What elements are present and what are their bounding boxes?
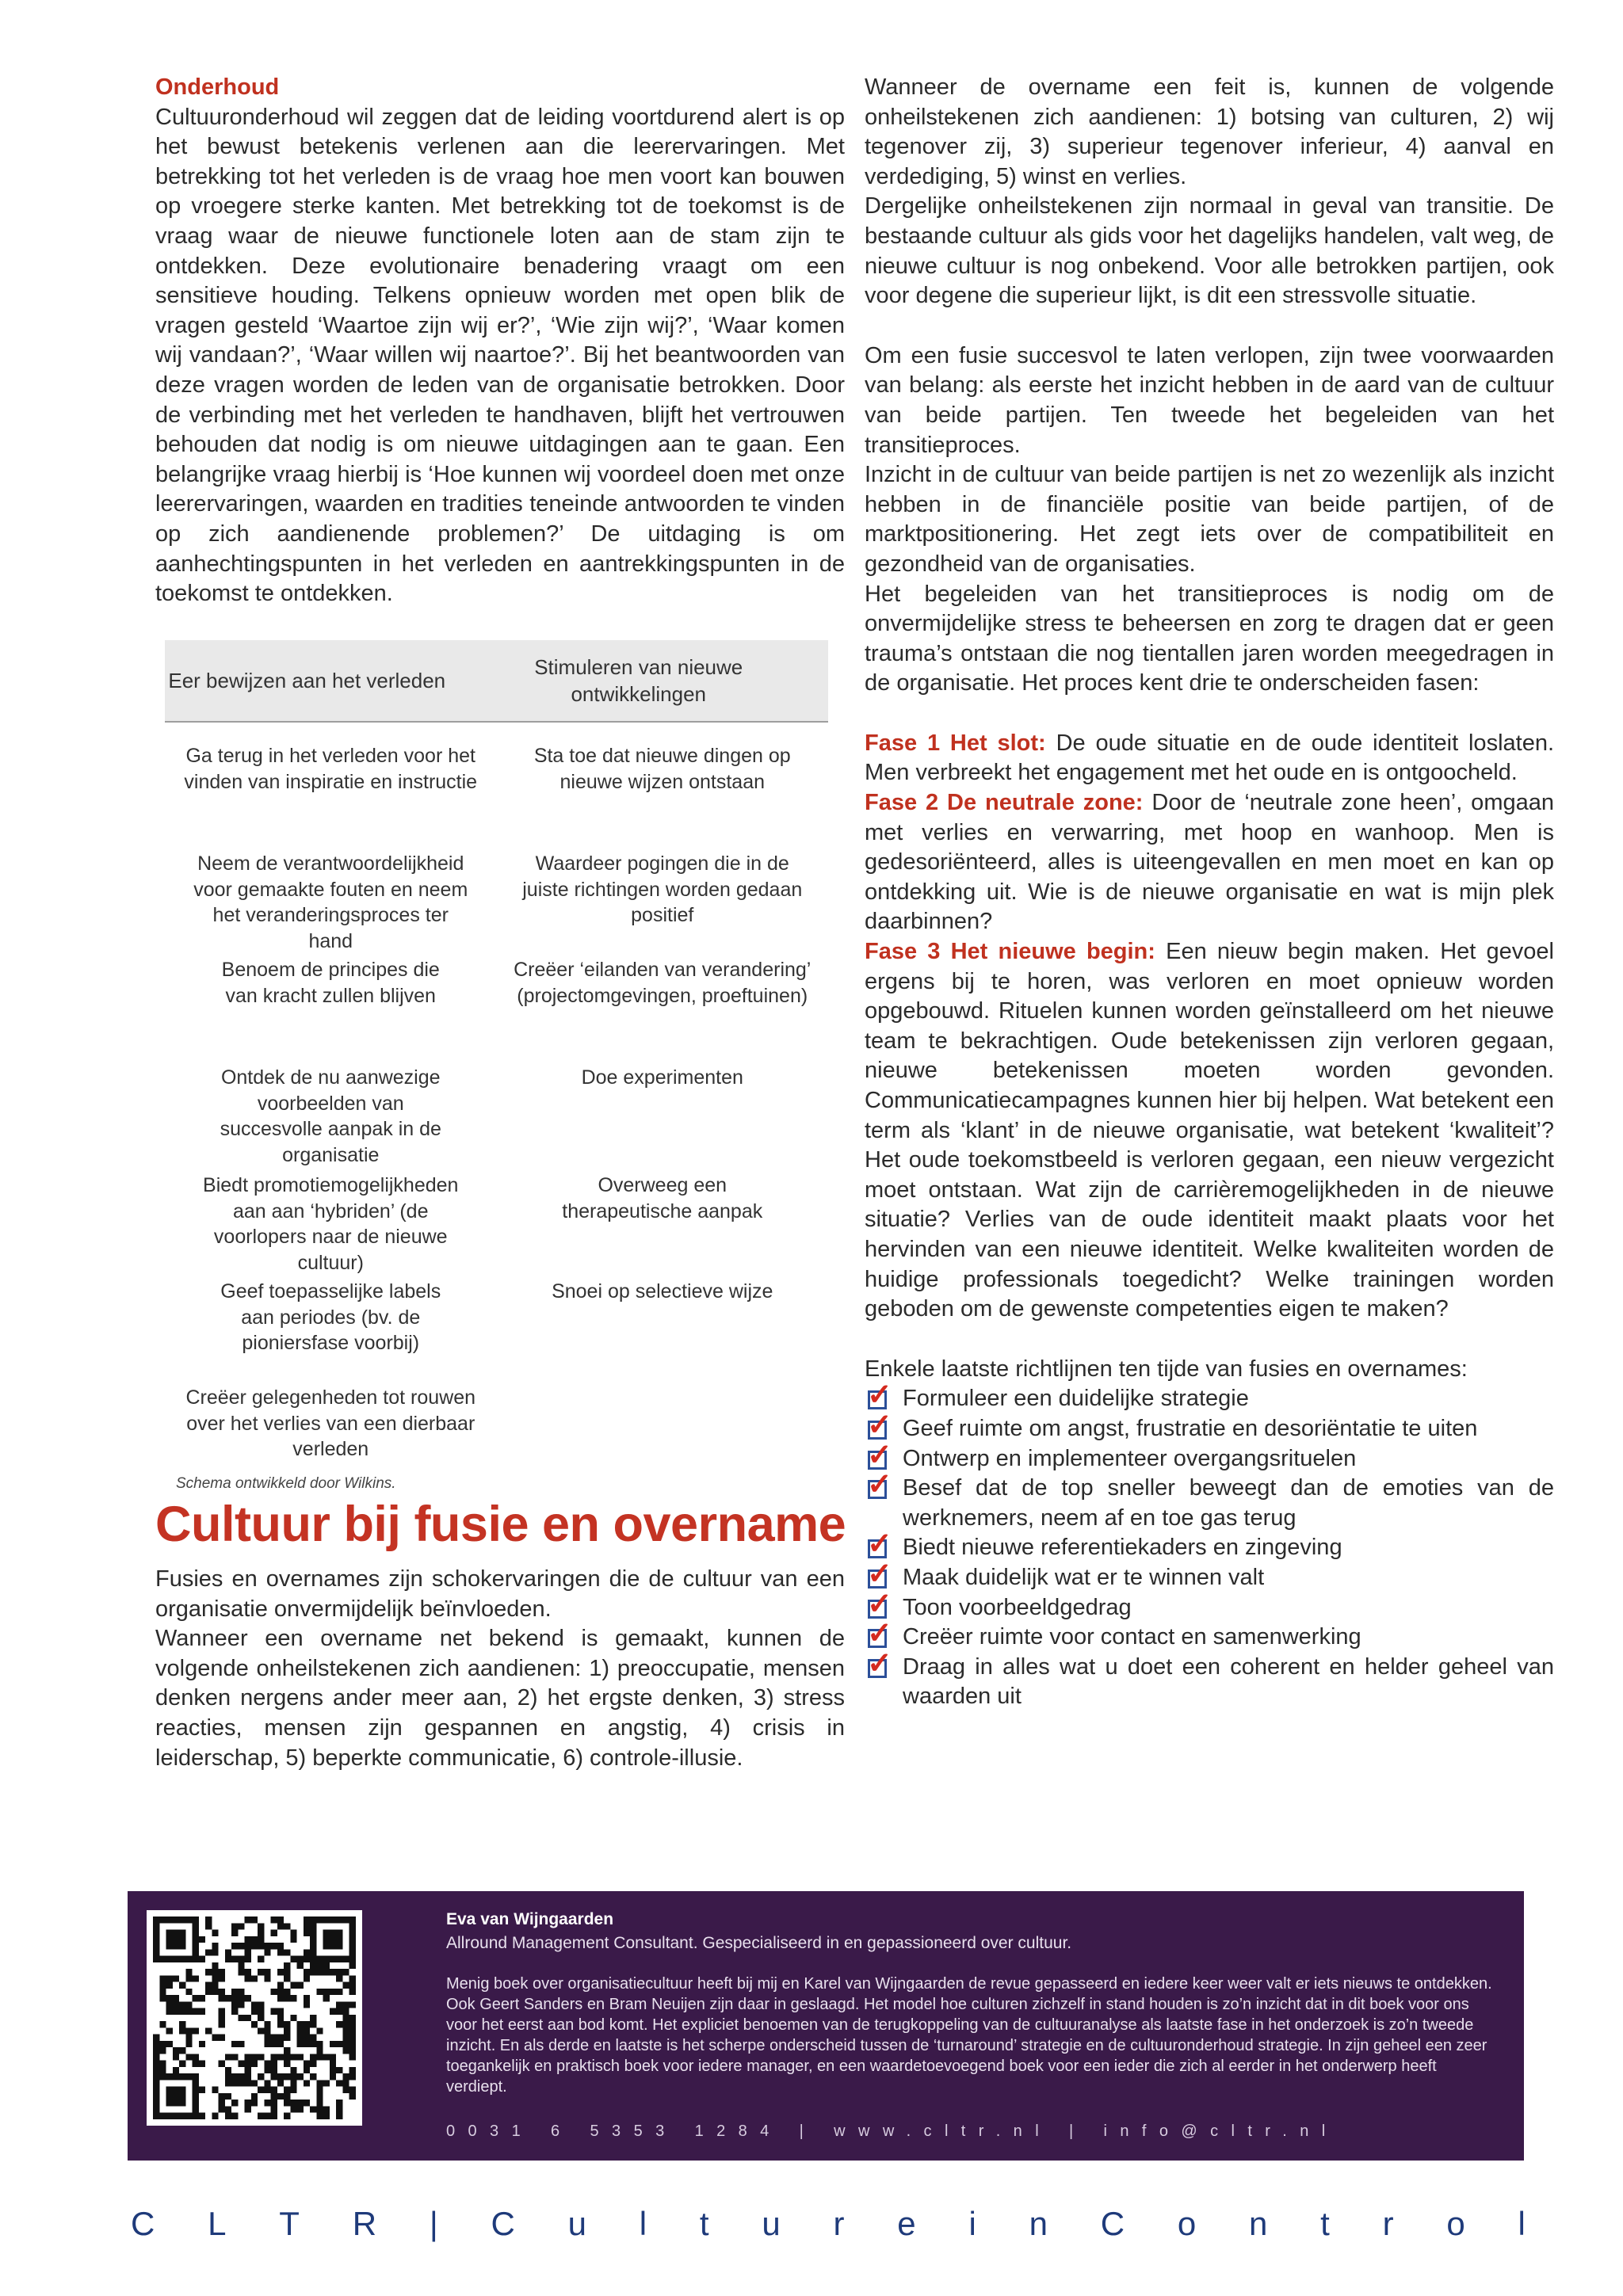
checkbox-checked-icon: ✓ [867, 1527, 892, 1562]
table-caption: Schema ontwikkeld door Wilkins. [176, 1475, 396, 1492]
onderhoud-heading: Onderhoud [155, 74, 280, 100]
table-row [165, 1173, 828, 1279]
checklist-item-text: Geef ruimte om angst, frustratie en desoriëntatie te uiten [903, 1415, 1478, 1441]
footer-letter: r [1382, 2205, 1394, 2242]
checklist-item [865, 1646, 1554, 1712]
footer-letter: e [897, 2205, 916, 2242]
table-cell: Sta toe dat nieuwe dingen op nieuwe wijzen ontstaan [533, 745, 791, 793]
phase-3-paragraph [865, 937, 1554, 1325]
phase-2-paragraph [865, 788, 1554, 937]
table-cell: Creëer gelegenheden tot rouwen over het verlies van een dierbaar verleden [185, 1386, 476, 1460]
author-review: Menig boek over organisatiecultuur heeft bij mij en Karel van Wijngaarden de revue gepasseerd en iedere keer weer valt er iets nieuws te ontdekken. Ook Geert Sanders en Bram Neuijen zijn daar in geslaagd. Het model hoe culturen zichzelf in stand houden is zo’n inzicht dat in dit boek voor ons voor het eerst aan bod komt. Het expliciet benoemen van de terugkoppeling van de cultuuranalyse als laatste fase in het onderzoek is zo’n tweede inzicht. En als derde en laatste is het scherpe onderscheid tussen de ‘turnaround’ strategie en de cultuuronderhoud strategie. In zijn geheel een zeer toegankelijk en praktisch boek voor iedere manager, en een waardetoevoegend boek voor een ieder die zich al eerder in het onderwerp heeft verdiept. [446, 1975, 1492, 2096]
table-header-past: Eer bewijzen aan het verleden [168, 669, 446, 692]
checklist-item-text: Creëer ruimte voor contact en samenwerking [903, 1624, 1361, 1650]
phase-3-text: Een nieuw begin maken. Het gevoel ergens bij te horen, was verloren en moet opnieuw worden opgebouwd. Rituelen kunnen worden geïnstalleerd om het nieuwe team te bekrachtigen. Oude betekenissen zijn verloren gegaan, nieuwe betekenissen moeten worden gevonden. Communicatiecampagnes kunnen hier bij helpen. Wat betekent een term als ‘klant’ in de nieuwe organisatie, wat betekent ‘kwaliteit’? Het oude toekomstbeeld is verloren gegaan, een nieuw vergezicht moet ontstaan. Wat zijn de carrièremogelijkheden in de nieuwe situatie? Verlies van de oude identiteit maakt plaats voor het hervinden van een nieuwe identiteit. Welke kwaliteiten worden de huidige professionals toegedicht? Welke trainingen worden geboden om de gewenste competenties eigen te maken? [865, 939, 1554, 1322]
checklist-item-text: Ontwerp en implementeer overgangsrituelen [903, 1445, 1357, 1471]
checklist [865, 1379, 1554, 1712]
paragraph: Dergelijke onheilstekenen zijn normaal in geval van transitie. De bestaande cultuur als gids voor het dagelijks handelen, valt weg, de nieuwe cultuur is nog onbekend. Voor alle betrokken partijen, ook voor degene die superieur lijkt, is dit een stressvolle situatie. [865, 193, 1554, 309]
table-cell: Geef toepasselijke labels aan periodes (bv. de pioniersfase voorbij) [220, 1280, 441, 1354]
checklist-intro: Enkele laatste richtlijnen ten tijde van fusies en overnames: [865, 1356, 1468, 1382]
footer-letter: C [131, 2205, 155, 2242]
table-cell: Ontdek de nu aanwezige voorbeelden van succesvolle aanpak in de organisatie [220, 1066, 441, 1166]
bio-text [446, 1910, 1492, 2097]
author-name: Eva van Wijngaarden [446, 1910, 614, 1928]
checklist-item [865, 1587, 1554, 1623]
qr-code-icon[interactable] [147, 1910, 362, 2126]
table-cell: Ga terug in het verleden voor het vinden van inspiratie en instructie [184, 745, 478, 793]
footer-brand [131, 2205, 1526, 2243]
table-row [165, 957, 828, 1065]
footer-letter: o [1446, 2205, 1465, 2242]
table-row [165, 851, 828, 957]
checklist-item [865, 1438, 1554, 1474]
left-column [155, 73, 845, 609]
checkbox-checked-icon: ✓ [867, 1379, 892, 1413]
footer-letter: i [968, 2205, 976, 2242]
table-cell: Neem de verantwoordelijkheid voor gemaakte fouten en neem het veranderingsproces ter hand [193, 852, 468, 952]
footer-letter: n [1029, 2205, 1048, 2242]
table-cell: Overweeg een therapeutische aanpak [562, 1174, 763, 1222]
paragraph: Het begeleiden van het transitieproces is nodig om de onvermijdelijke stress te beheersen en zorg te dragen dat er geen trauma’s ontstaan die nog tientallen jaren worden meegedragen in de organisatie. Het proces kent drie te onderscheiden fasen: [865, 581, 1554, 696]
table-cell: Creëer ‘eilanden van verandering’ (projectomgevingen, proeftuinen) [514, 959, 812, 1007]
phase-2-text: Door de ‘neutrale zone heen’, omgaan met verlies en verwarring, met hoop en wanhoop. Men is gedesoriënteerd, alles is uiteengevallen en men moet en kan op ontdekking uit. Wie is de nieuwe organisatie en wat is mijn plek daarbinnen? [865, 790, 1554, 935]
checklist-item-text: Draag in alles wat u doet een coherent en helder geheel van waarden uit [903, 1653, 1554, 1710]
checkbox-checked-icon: ✓ [867, 1587, 892, 1621]
author-bio-box [128, 1891, 1524, 2161]
footer-letter: t [699, 2205, 709, 2242]
table-cell: Doe experimenten [581, 1066, 743, 1089]
contact-line: 0031 6 5353 1284 | www.cltr.nl | info@cltr.nl [446, 2122, 1338, 2140]
footer-letter: n [1248, 2205, 1268, 2242]
phase-3-label: Fase 3 Het nieuwe begin: [865, 939, 1155, 965]
checklist-item-text: Biedt nieuwe referentiekaders en zingeving [903, 1535, 1342, 1561]
checkbox-checked-icon: ✓ [867, 1468, 892, 1502]
footer-letter: l [1518, 2205, 1526, 2242]
phase-2-label: Fase 2 De neutrale zone: [865, 790, 1144, 816]
footer-letter: l [639, 2205, 647, 2242]
table-header [165, 640, 828, 723]
table-cell: Benoem de principes die van kracht zullen blijven [221, 959, 440, 1007]
fusie-paragraph-2: Wanneer een overname net bekend is gemaakt, kunnen de volgende onheilstekenen zich aandienen: 1) preoccupatie, mensen denken nergens ander meer aan, 2) het ergste denken, 3) stress reacties, mensen zijn gespannen en angstig, 4) crisis in leiderschap, 5) beperkte communicatie, 6) controle-illusie. [155, 1626, 845, 1771]
footer-letter: r [833, 2205, 845, 2242]
checkbox-checked-icon: ✓ [867, 1617, 892, 1651]
paragraph: Om een fusie succesvol te laten verlopen, zijn twee voorwaarden van belang: als eerste het inzicht hebben in de aard van de cultuur van beide partijen. Ten tweede het begeleiden van het transitieproces. [865, 342, 1554, 458]
onderhoud-paragraph: Cultuuronderhoud wil zeggen dat de leiding voortdurend alert is op het bewust betekenis verlenen aan die leerervaringen. Met betrekking tot het verleden is de vraag hoe men voort kan bouwen op vroegere sterke kanten. Met betrekking tot de toekomst is de vraag waar de nieuwe functionele loten aan de stam zijn te ontdekken. Deze evolutionaire benadering vraagt om een sensitieve houding. Telkens opnieuw worden met open blik de vragen gesteld ‘Waartoe zijn wij er?’, ‘Wie zijn wij?’, ‘Waar komen wij vandaan?’, ‘Waar willen wij naartoe?’. Bij het beantwoorden van deze vragen worden de leden van de organisatie betrokken. Door de verbinding met het verleden te handhaven, blijft het vertrouwen behouden dat nodig is om nieuwe uitdagingen aan te gaan. Een belangrijke vraag hierbij is ‘Hoe kunnen wij voordeel doen met onze leerervaringen, waarden en tradities teneinde antwoorden te vinden op zich aandienende problemen?’ De uitdaging is om aanhechtingspunten in het verleden en aantrekkingspunten in de toekomst te ontdekken. [155, 104, 845, 607]
footer-letter: C [491, 2205, 515, 2242]
checkbox-checked-icon: ✓ [867, 1438, 892, 1472]
paragraph: Inzicht in de cultuur van beide partijen is net zo wezenlijk als inzicht hebben in de financiële positie van beide partijen, of de marktpositionering. Het zegt iets over de compatibiliteit en gezondheid van de organisaties. [865, 462, 1554, 577]
footer-letter: | [429, 2205, 438, 2242]
checklist-item [865, 1617, 1554, 1653]
checklist-item-text: Formuleer een duidelijke strategie [903, 1386, 1249, 1412]
footer-letter: C [1100, 2205, 1125, 2242]
phase-1-paragraph [865, 729, 1554, 788]
table-header-new: Stimuleren van nieuwe ontwikkelingen [534, 655, 743, 706]
wilkins-schema-table [165, 640, 828, 1493]
footer-letter: o [1177, 2205, 1197, 2242]
paragraph: Wanneer de overname een feit is, kunnen de volgende onheilstekenen zich aandienen: 1) botsing van culturen, 2) wij tegenover zij, 3) superieur tegenover inferieur, 4) aanval en verdediging, 5) winst en verlies. [865, 74, 1554, 189]
checklist-item-text: Toon voorbeeldgedrag [903, 1594, 1132, 1620]
fusie-intro [155, 1565, 845, 1773]
footer-letter: t [1320, 2205, 1330, 2242]
checklist-item-text: Besef dat de top sneller beweegt dan de emoties van de werknemers, neem af en toe gas terug [903, 1475, 1554, 1531]
checkbox-checked-icon: ✓ [867, 1408, 892, 1442]
table-row [165, 743, 828, 851]
fusie-paragraph-1: Fusies en overnames zijn schokervaringen die de cultuur van een organisatie onvermijdelijk beïnvloeden. [155, 1566, 845, 1622]
footer-letter: u [567, 2205, 587, 2242]
checkbox-checked-icon: ✓ [867, 1557, 892, 1591]
table-row [165, 1385, 828, 1467]
footer-letter: L [208, 2205, 227, 2242]
footer-letter: R [352, 2205, 377, 2242]
table-row [165, 1279, 828, 1385]
checklist-item [865, 1408, 1554, 1444]
table-cell [497, 1385, 829, 1467]
checklist-item [865, 1468, 1554, 1533]
author-role: Allround Management Consultant. Gespecialiseerd in en gepassioneerd over cultuur. [446, 1934, 1072, 1952]
section-title: Cultuur bij fusie en overname [155, 1497, 846, 1552]
checklist-item [865, 1557, 1554, 1593]
footer-letter: T [279, 2205, 300, 2242]
checklist-item-text: Maak duidelijk wat er te winnen valt [903, 1564, 1265, 1590]
footer-letter: u [762, 2205, 781, 2242]
table-cell: Waardeer pogingen die in de juiste richtingen worden gedaan positief [522, 852, 803, 926]
checklist-item [865, 1379, 1554, 1414]
table-row [165, 1065, 828, 1173]
checkbox-checked-icon: ✓ [867, 1646, 892, 1680]
phase-1-text: De oude situatie en de oude identiteit loslaten. Men verbreekt het engagement met het oude en is ontgoocheld. [865, 730, 1555, 786]
checklist-item [865, 1527, 1554, 1563]
right-column [865, 73, 1554, 1712]
table-cell: Snoei op selectieve wijze [552, 1280, 773, 1302]
phase-1-label: Fase 1 Het slot: [865, 730, 1046, 756]
table-cell: Biedt promotiemogelijkheden aan aan ‘hybriden’ (de voorlopers naar de nieuwe cultuur) [203, 1174, 459, 1274]
